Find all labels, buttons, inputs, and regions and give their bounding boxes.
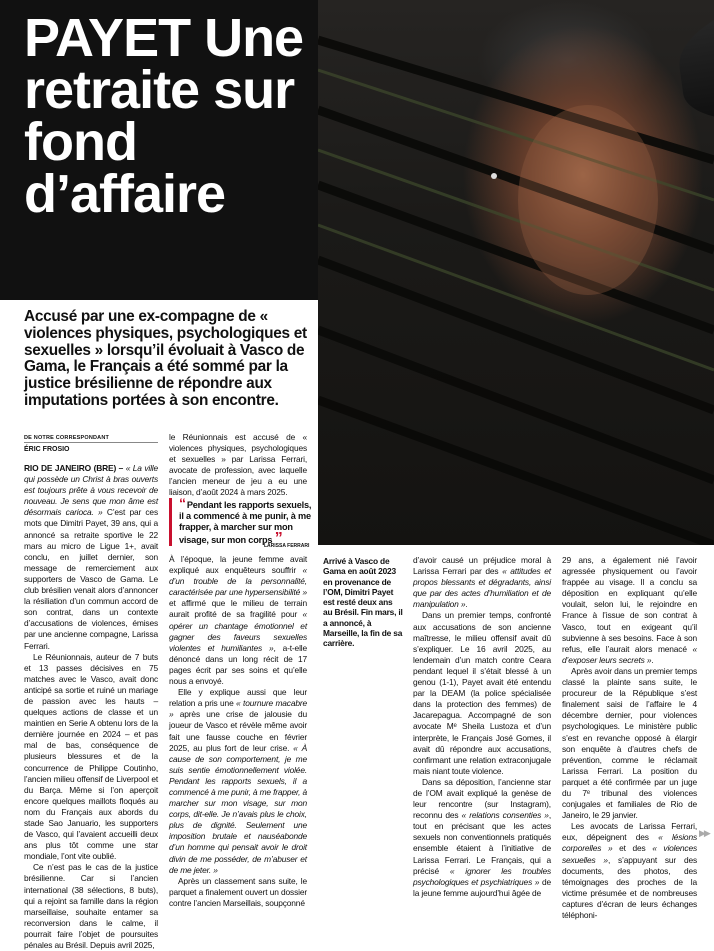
paragraph: Dans un premier temps, confronté aux accusations de son ancienne maîtresse, le milieu offensif avait dû s’expliquer. Le 16 avril 2025, au lendemain d’un match contre Ceara pendant lequel il s’était blessé à un genou (1-1), Payet avait été entendu par la DEAM (la police spécialisée dans la protection des femmes) de Jacarepagua. Accompagné de son avocate Mᵉ Sheila Lustoza et d’un interprète, le Français José Gomes, il avait dû répondre aux accusations, confirmant une relation extraconjugale mais niant toute violence. bbox=[413, 610, 551, 776]
paragraph: Après avoir dans un premier temps classé la plainte sans suite, le procureur de la République s’est finalement saisi de l’affaire le 4 décembre dernier, pour violences psychologiques. Le ministère public s’est en revanche opposé à élargir son enquête à d’autres chefs de prévention, comme le réclamait Larissa Ferrari. La position du parquet a été confirmée par un juge du 7ᵉ tribunal des violences conjugales et familiales de Rio de Janeiro, le 29 janvier. bbox=[562, 665, 697, 821]
headline-block bbox=[0, 0, 318, 300]
payet-photo bbox=[318, 0, 714, 545]
paragraph: Ce n’est pas le cas de la justice brésilienne. Car si l’ancien international (38 sélections, 8 buts), qui a rejoint sa famille dans la région marseillaise, souhaite entamer sa reconversion dans le calme, il pourrait faire l’objet de poursuites pénales au Brésil. Depuis avril 2025, bbox=[24, 862, 158, 951]
byline-name: ÉRIC FROSIO bbox=[24, 446, 70, 453]
byline-rule bbox=[24, 442, 158, 443]
byline-label: DE NOTRE CORRESPONDANT bbox=[24, 435, 110, 441]
column-1 bbox=[24, 463, 158, 951]
paragraph: d’avoir causé un préjudice moral à Larissa Ferrari par des « attitudes et propos blessants et dégradants, ainsi que par des actes d’humiliation et de manipulation ». bbox=[413, 555, 551, 610]
foreground-leaves bbox=[318, 0, 714, 545]
column-3 bbox=[413, 555, 551, 899]
paragraph: Le Réunionnais, auteur de 7 buts et 13 passes décisives en 75 matches avec le Vasco, avait donc anticipé sa sortie et ruiné un mariage de passion avec les hauts – quelques actions de classe et un maintien en Serie A obtenu lors de la dernière journée en 2024 – et pas mal de bas, conséquence de plusieurs blessures et de la concurrence de Philippe Coutinho, l’ancien milieu offensif de Liverpool et du Barça. Même si l’on aperçoit encore quelques maillots floqués au nom du Français aux abords du stade Sao Januario, les supporters de Vasco, qui l’avaient accueilli deux ans plus tôt comme une star mondiale, l’ont vite oublié. bbox=[24, 651, 158, 862]
column-2-top bbox=[169, 432, 307, 499]
paragraph: Elle y explique aussi que leur relation a pris une « tournure macabre » après une crise de jalousie du joueur de Vasco et révèle même avoir fait une fausse couche en février 2025, au plus fort de leur crise. « À cause de son comportement, je me suis sentie émotionnellement violée. Pendant les rapports sexuels, il a commencé à me punir, à me frapper, à marcher sur mon visage, sur mon corps, dit-elle. Je n’avais plus le choix, plus de dignité. Seulement une imposition brutale et nauséabonde d’un homme qui pensait avoir le droit divin de me posséder, de m’abuser et de me jeter. » bbox=[169, 687, 308, 875]
continue-arrow-icon: ▶▶ bbox=[699, 828, 709, 838]
pull-quote bbox=[169, 495, 317, 547]
photo-caption: Arrivé à Vasco de Gama en août 2023 en provenance de l’OM, Dimitri Payet est resté deux ans au Brésil. Fin mars, il a annoncé, à Marseille, la fin de sa carrière. bbox=[323, 556, 403, 649]
paragraph: RIO DE JANEIRO (BRE) – « La ville qui possède un Christ à bras ouverts est toujours prête à vous recevoir de nouveau. Je sens que mon âme est désormais carioca. » C’est par ces mots que Dimitri Payet, 39 ans, qui a annoncé sa retraite sportive le 22 mars au micro de Ligue 1+, avait conclu, en juillet dernier, son message de remerciement aux supporters de Vasco de Gama. Le club brésilien venait alors d’annoncer la résiliation d’un commun accord de son contrat, dans un contexte d’accusations de violences, émises par une ancienne compagne, Larissa Ferrari. bbox=[24, 463, 158, 651]
paragraph: Après un classement sans suite, le parquet a finalement ouvert un dossier contre l’ancien Marseillais, soupçonné bbox=[169, 875, 307, 908]
paragraph: Les avocats de Larissa Ferrari, eux, dépeignent des « lésions corporelles » et des « violences sexuelles », s’appuyant sur des documents, des photos, des témoignages des proches de la victime présumée et de nombreuses captures d’écran de leurs échanges téléphoni- bbox=[562, 821, 697, 920]
pull-quote-text: Pendant les rapports sexuels, il a commencé à me punir, à me frapper, à marcher sur mon visage, sur mon corps bbox=[179, 500, 312, 545]
quote-mark-open: “ bbox=[179, 495, 186, 511]
quote-attribution: LARISSA FERRARI bbox=[264, 543, 310, 549]
headline: PAYET Une retraite sur fond d’affaire bbox=[24, 8, 304, 224]
paragraph: le Réunionnais est accusé de « violences physiques, psychologiques et sexuelles » par Larissa Ferrari, avocate de profession, avec laquelle l’ancien meneur de jeu a eu une liaison, d’août 2024 à mars 2025. bbox=[169, 432, 307, 498]
quote-mark-close: ” bbox=[274, 530, 283, 547]
paragraph: 29 ans, a également nié l’avoir agressée physiquement ou l’avoir frappée au visage. Il a conclu sa déposition en expliquant qu’elle voulait, selon lui, le rejoindre en France à l’issue de son contrat à Vasco, tout en exigeant qu’il subvienne à ses besoins. Face à son refus, elle l’aurait alors menacé « d’exposer leurs secrets ». bbox=[562, 555, 697, 665]
column-4 bbox=[562, 555, 697, 921]
deck: Accusé par une ex-compagne de « violences physiques, psychologiques et sexuelles » lorsqu’il évoluait à Vasco de Gama, le Français a été sommé par la justice brésilienne de répondre aux imputations portées à son encontre. bbox=[24, 308, 307, 409]
paragraph: À l’époque, la jeune femme avait expliqué aux enquêteurs souffrir « d’un trouble de la personnalité, caractérisée par une hypersensibilité » et affirmé que le milieu de terrain aurait profité de sa fragilité pour « opérer un chantage émotionnel et gagner des faveurs sexuelles violentes et humiliantes », a-t-elle dénoncé dans un long récit de 17 pages écrit par ses soins et qu’elle nous a envoyé. bbox=[169, 554, 307, 687]
column-2-bottom bbox=[169, 554, 307, 909]
paragraph: Dans sa déposition, l’ancienne star de l’OM avait expliqué la genèse de leur rencontre (sur Instagram), reconnu des « relations consenties », tout en précisant que les actes sexuels non conventionnels pratiqués ensemble étaient à l’initiative de Larissa Ferrari. Le Français, qui a précisé « ignorer les troubles psychologiques et psychiatriques » de la jeune femme aujourd’hui âgée de bbox=[413, 776, 551, 898]
